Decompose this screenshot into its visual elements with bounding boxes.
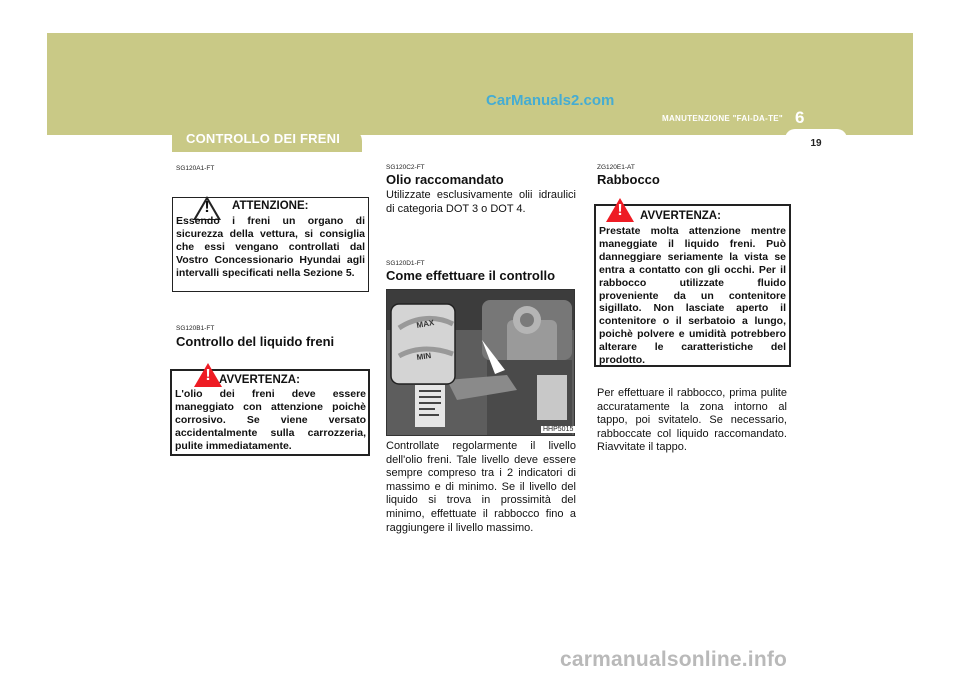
section-title: CONTROLLO DEI FRENI — [186, 131, 341, 146]
engine-bay-illustration — [387, 290, 575, 436]
exclamation-mark: ! — [204, 199, 210, 216]
brake-fluid-reservoir-photo — [386, 289, 575, 436]
warning-title: AVVERTENZA: — [640, 210, 721, 222]
section-heading: Controllo del liquido freni — [176, 334, 335, 349]
section-code: SG120C2-FT — [386, 164, 425, 171]
exclamation-mark: ! — [205, 367, 211, 384]
watermark-bottom-link[interactable]: carmanualsonline.info — [560, 648, 788, 671]
section-code: ZG120E1-AT — [597, 164, 635, 171]
section-code: SG120B1-FT — [176, 325, 215, 332]
warning-text: Essendo i freni un organo di sicurezza della vettura, si consiglia che essi vengano controllati dal Vostro Concessionario Hyundai agli intervalli specificati nella Sezione 5. — [176, 215, 365, 279]
warning-title: AVVERTENZA: — [219, 374, 300, 386]
warning-text: Prestate molta attenzione mentre maneggiate il liquido freni. Può danneggiare seriamente la vista se entra a contatto con gli occhi. Per il rabbocco utilizzate fluido proveniente da un contenitore sigillato. Non lasciate aperto il contenitore o il serbatoio a lungo, poichè polvere e umidità potrebbero alterare le caratteristiche del prodotto. — [599, 225, 786, 367]
chapter-number: 6 — [795, 108, 805, 127]
exclamation-mark: ! — [617, 202, 623, 219]
watermark-top-link[interactable]: CarManuals2.com — [486, 92, 615, 109]
body-paragraph: Utilizzate esclusivamente olii idraulici di categoria DOT 3 o DOT 4. — [386, 189, 576, 215]
header-band — [47, 33, 913, 135]
page-number: 19 — [810, 138, 822, 149]
warning-box-avvertenza — [170, 369, 370, 456]
max-label: MAX — [415, 318, 435, 330]
min-label: MIN — [416, 351, 432, 362]
warning-box-avvertenza — [594, 204, 791, 367]
section-heading: Rabbocco — [597, 172, 660, 187]
photo-code: HHP5015 — [543, 426, 574, 433]
warning-box-attenzione — [172, 197, 369, 292]
warning-text: L'olio dei freni deve essere maneggiato con attenzione poichè corrosivo. Se viene versato accidentalmente sulla carrozzeria, pulite immediatamente. — [175, 388, 366, 452]
body-paragraph: Controllate regolarmente il livello dell'olio freni. Tale livello deve essere sempre compreso tra i 2 indicatori di massimo e di minimo. Se il livello del liquido si trova in prossimità del minimo, effettuate il rabbocco fino a raggiungere il livello massimo. — [386, 440, 576, 534]
section-code: SG120A1-FT — [176, 165, 215, 172]
warning-title: ATTENZIONE: — [232, 200, 309, 212]
section-code: SG120D1-FT — [386, 260, 425, 267]
chapter-title: MANUTENZIONE "FAI-DA-TE" — [662, 114, 784, 123]
section-heading: Come effettuare il controllo — [386, 268, 556, 283]
section-heading: Olio raccomandato — [386, 172, 504, 187]
body-paragraph: Per effettuare il rabbocco, prima pulite accuratamente la zona intorno al tappo, poi svitatelo. Se necessario, rabboccate col liquido raccomandato. Riavvitate il tappo. — [597, 387, 787, 454]
